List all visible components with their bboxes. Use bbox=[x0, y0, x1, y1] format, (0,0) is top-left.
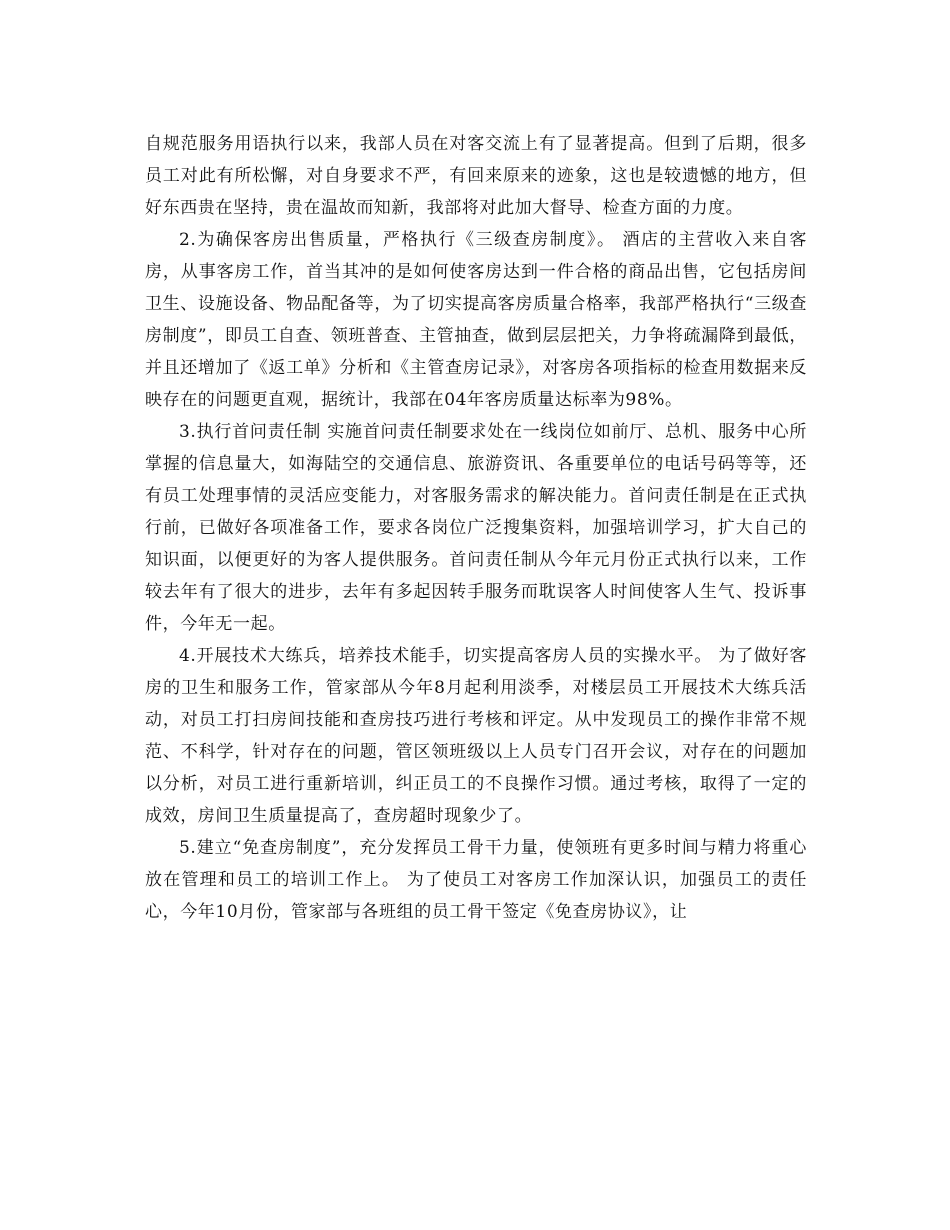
paragraph-item-5: 5.建立“免查房制度”，充分发挥员工骨干力量，使领班有更多时间与精力将重心放在管理和员工的培训工作上。 为了使员工对客房工作加深认识，加强员工的责任心，今年10月份，管家部与各班组的员工骨干签定《免查房协议》，让 bbox=[145, 838, 807, 922]
paragraph-item-3: 3.执行首问责任制 实施首问责任制要求处在一线岗位如前厅、总机、服务中心所掌握的信息量大，如海陆空的交通信息、旅游资讯、各重要单位的电话号码等等，还有员工处理事情的灵活应变能力，对客服务需求的解决能力。首问责任制是在正式执行前，已做好各项准备工作，要求各岗位广泛搜集资料，加强培训学习，扩大自己的知识面，以便更好的为客人提供服务。首问责任制从今年元月份正式执行以来，工作较去年有了很大的进步，去年有多起因转手服务而耽误客人时间使客人生气、投诉事件，今年无一起。 bbox=[145, 422, 807, 634]
paragraph-continuation: 自规范服务用语执行以来，我部人员在对客交流上有了显著提高。但到了后期，很多员工对此有所松懈，对自身要求不严，有回来原来的迹象，这也是较遗憾的地方，但好东西贵在坚持，贵在温故而知新，我部将对此加大督导、检查方面的力度。 bbox=[145, 134, 807, 218]
document-body bbox=[145, 128, 807, 928]
paragraph-item-2: 2.为确保客房出售质量，严格执行《三级查房制度》。 酒店的主营收入来自客房，从事客房工作，首当其冲的是如何使客房达到一件合格的商品出售，它包括房间卫生、设施设备、物品配备等，为了切实提高客房质量合格率，我部严格执行“三级查房制度”，即员工自查、领班普查、主管抽查，做到层层把关，力争将疏漏降到最低，并且还增加了《返工单》分析和《主管查房记录》，对客房各项指标的检查用数据来反映存在的问题更直观，据统计，我部在04年客房质量达标率为98%。 bbox=[145, 230, 807, 410]
paragraph-item-4: 4.开展技术大练兵，培养技术能手，切实提高客房人员的实操水平。 为了做好客房的卫生和服务工作，管家部从今年8月起利用淡季，对楼层员工开展技术大练兵活动，对员工打扫房间技能和查房技巧进行考核和评定。从中发现员工的操作非常不规范、不科学，针对存在的问题，管区领班级以上人员专门召开会议，对存在的问题加以分析，对员工进行重新培训，纠正员工的不良操作习惯。通过考核，取得了一定的成效，房间卫生质量提高了，查房超时现象少了。 bbox=[145, 646, 807, 826]
